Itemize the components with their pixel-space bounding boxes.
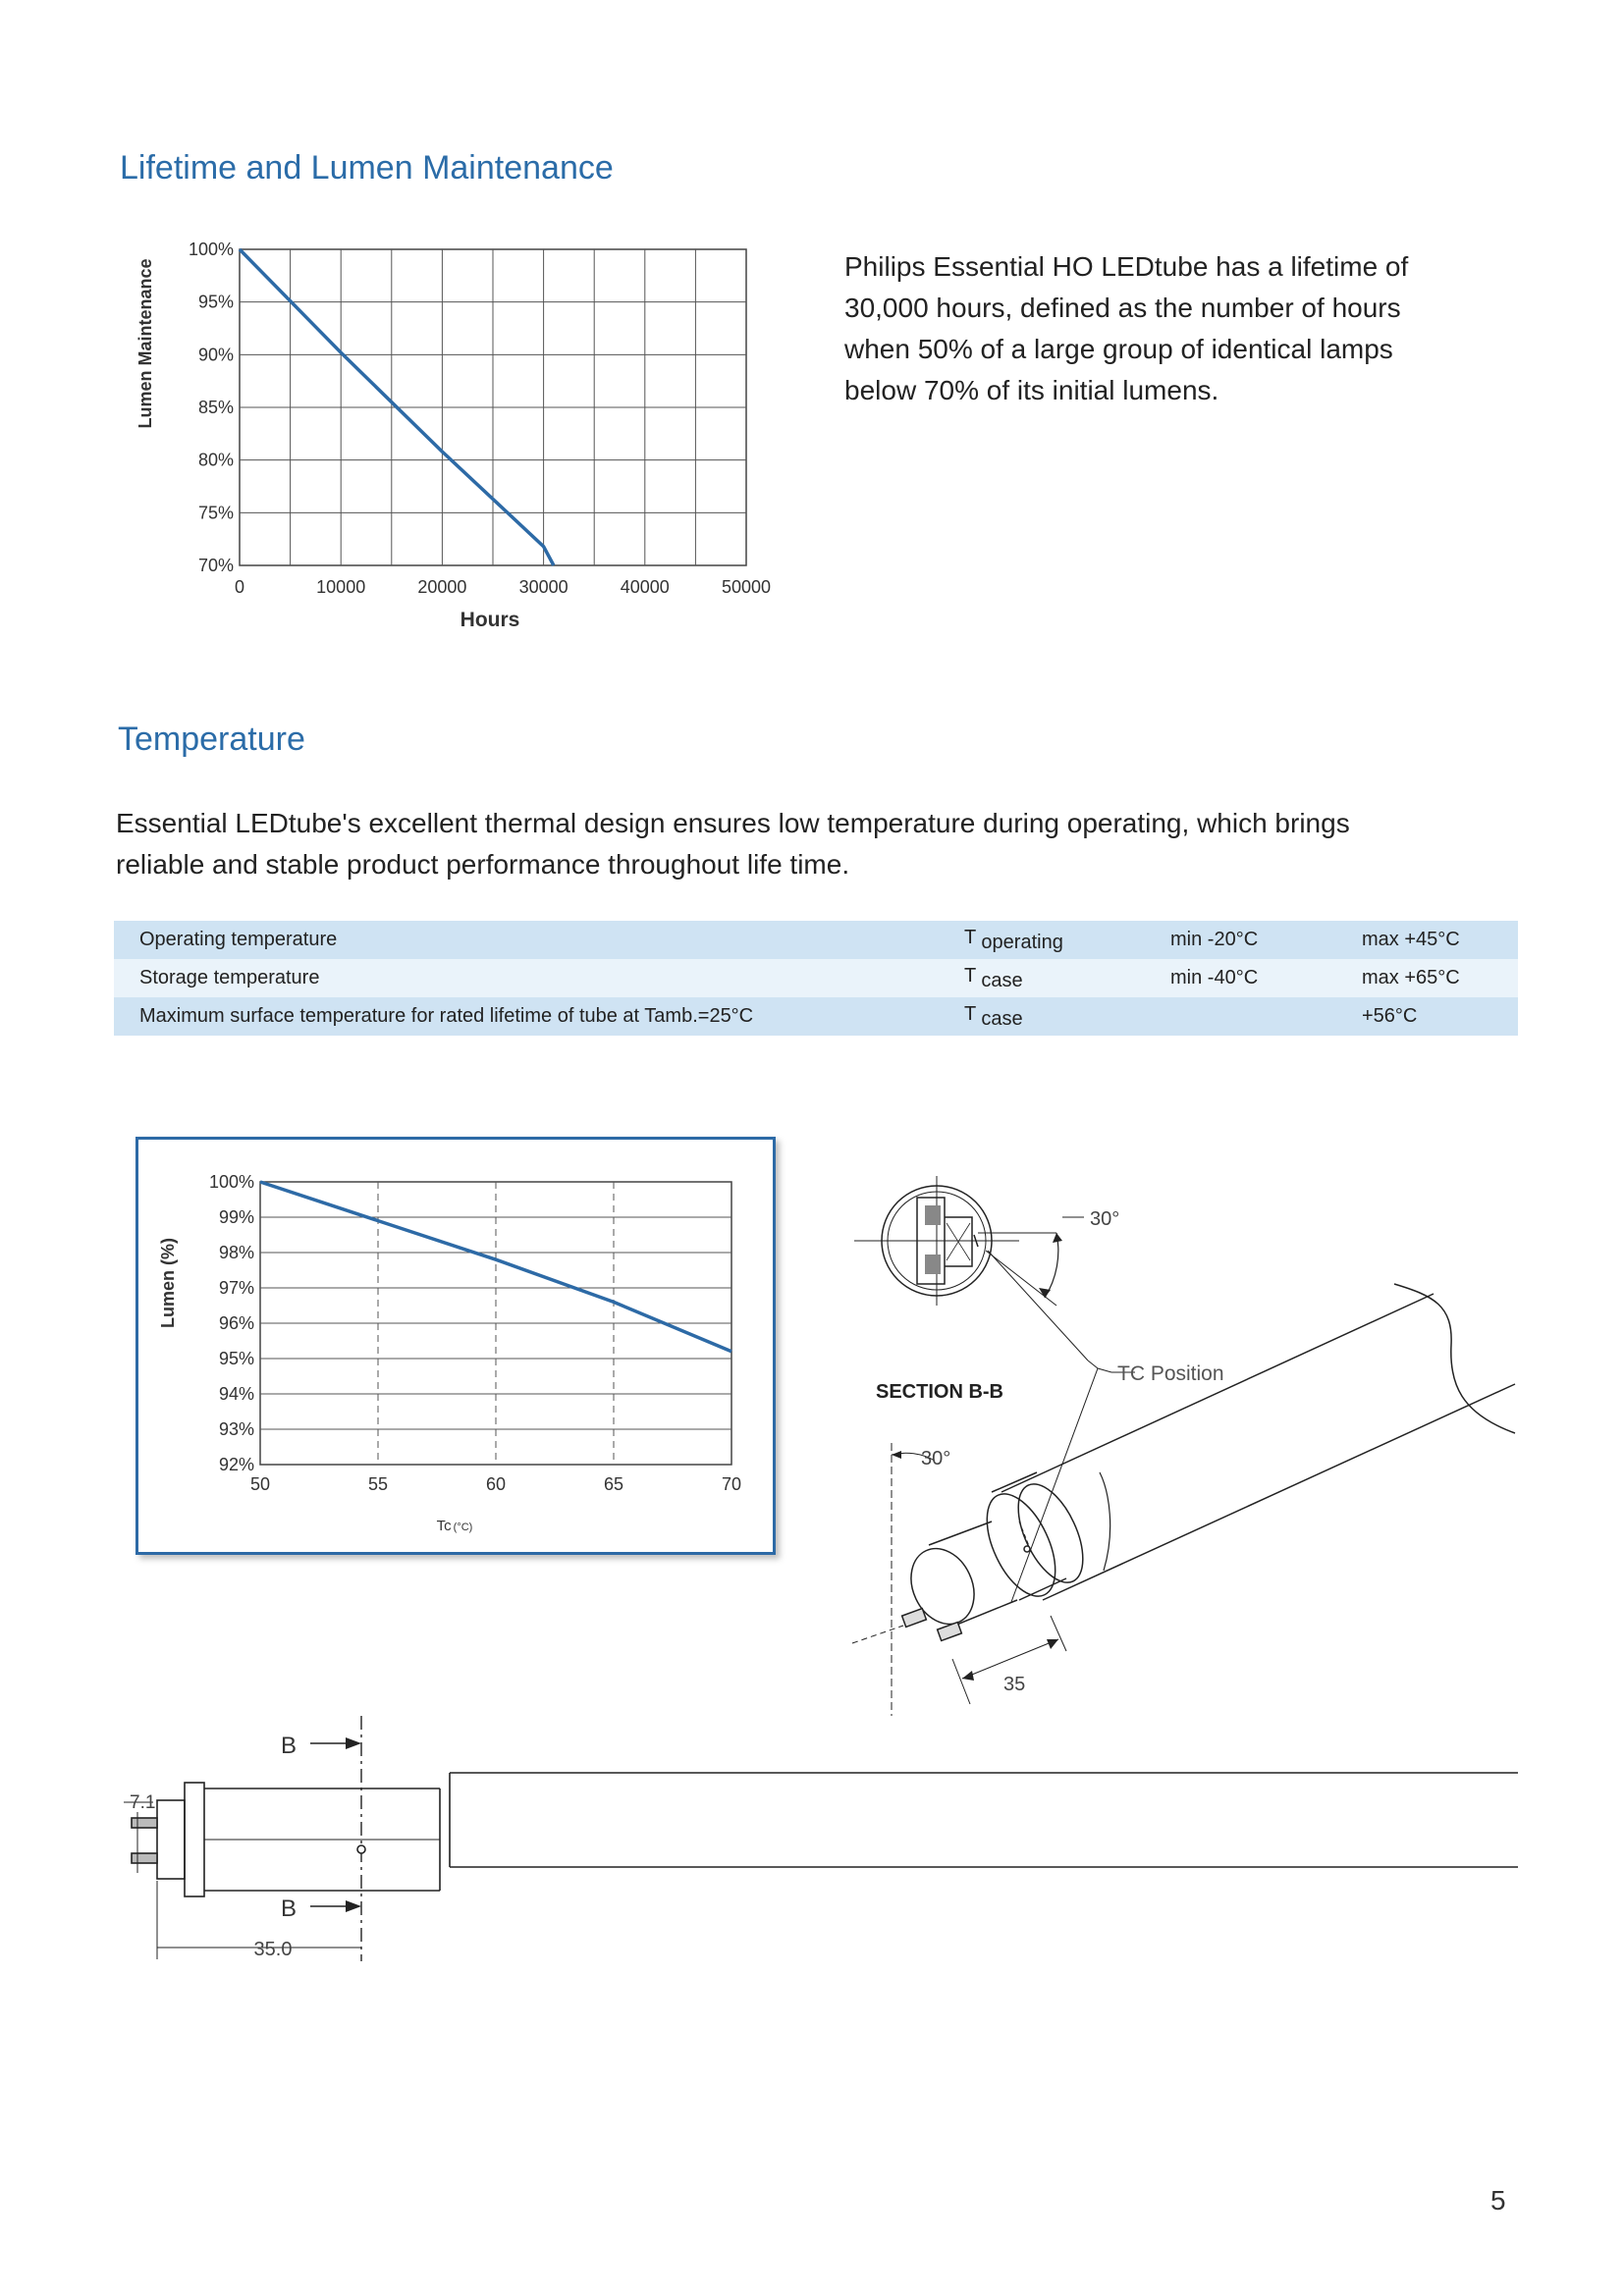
lifetime-heading: Lifetime and Lumen Maintenance bbox=[120, 149, 614, 187]
chart1-y-tick-label: 90% bbox=[197, 345, 234, 365]
row-symbol bbox=[964, 997, 1170, 1036]
chart2-y-tick-label: 92% bbox=[218, 1455, 254, 1474]
table-row bbox=[114, 997, 1518, 1036]
chart1-x-tick-label: 30000 bbox=[518, 577, 568, 597]
temperature-paragraph bbox=[116, 803, 1530, 885]
chart1-x-tick-label: 50000 bbox=[721, 577, 772, 597]
temperature-paragraph-line: reliable and stable product performance throughout life time. bbox=[116, 849, 850, 880]
tc-position-label: TC Position bbox=[1117, 1362, 1224, 1385]
row-label: Maximum surface temperature for rated lifetime of tube at Tamb.=25°C bbox=[139, 1005, 754, 1027]
row-label: Operating temperature bbox=[139, 929, 338, 950]
chart2-y-tick-label: 98% bbox=[218, 1243, 254, 1262]
chart2-y-tick-label: 94% bbox=[218, 1384, 254, 1404]
chart1-y-tick-label: 95% bbox=[197, 292, 234, 312]
tube-side-view-drawing bbox=[118, 1708, 1532, 1973]
lifetime-paragraph bbox=[844, 246, 1512, 411]
chart1-y-tick-label: 100% bbox=[188, 240, 234, 259]
chart1-grid bbox=[240, 249, 746, 565]
row-min: min -40°C bbox=[1170, 967, 1259, 988]
tube-technical-drawing bbox=[844, 1148, 1532, 1718]
row-max: max +45°C bbox=[1362, 929, 1460, 950]
chart2-x-tick-label: 60 bbox=[485, 1474, 507, 1494]
row-min: min -20°C bbox=[1170, 929, 1259, 950]
chart2-y-axis-label: Lumen (%) bbox=[158, 1238, 178, 1328]
chart2-y-tick-label: 96% bbox=[218, 1313, 254, 1333]
chart1-x-tick-label: 10000 bbox=[316, 577, 366, 597]
section-marker-top: B bbox=[281, 1733, 298, 1759]
chart2-y-tick-label: 93% bbox=[218, 1419, 254, 1439]
temperature-paragraph-line: Essential LEDtube's excellent thermal design ensures low temperature during operating, which brings bbox=[116, 808, 1350, 838]
tube-3d-view bbox=[852, 1284, 1515, 1643]
chart1-x-tick-label: 20000 bbox=[417, 577, 467, 597]
chart2-y-tick-label: 99% bbox=[218, 1207, 254, 1227]
section-bb-label: SECTION B-B bbox=[876, 1381, 1003, 1403]
chart2-y-tick-label: 95% bbox=[218, 1349, 254, 1368]
chart1-x-tick-label: 40000 bbox=[620, 577, 670, 597]
chart1-y-ticks bbox=[189, 240, 234, 575]
lifetime-paragraph-line: when 50% of a large group of identical lamps bbox=[844, 334, 1393, 364]
symbol-letter: T bbox=[964, 1002, 976, 1025]
angle-label-side: 30° bbox=[921, 1448, 951, 1469]
table-row bbox=[114, 921, 1518, 959]
chart1-y-tick-label: 85% bbox=[197, 398, 234, 417]
chart2-y-tick-label: 97% bbox=[218, 1278, 254, 1298]
section-marker-bottom: B bbox=[281, 1896, 298, 1922]
row-label: Storage temperature bbox=[139, 967, 320, 988]
length-dimension-label: 35.0 bbox=[253, 1939, 293, 1960]
chart2-y-ticks bbox=[209, 1172, 254, 1474]
chart1-y-tick-label: 75% bbox=[197, 503, 234, 523]
row-max: max +65°C bbox=[1362, 967, 1460, 988]
chart1-y-axis-label: Lumen Maintenance bbox=[135, 258, 155, 429]
symbol-letter: T bbox=[964, 926, 976, 948]
chart1-x-ticks bbox=[235, 577, 771, 597]
chart1-y-tick-label: 70% bbox=[197, 556, 234, 575]
lumen-vs-temperature-chart bbox=[138, 1140, 773, 1552]
row-max: +56°C bbox=[1362, 1005, 1418, 1027]
chart2-x-tick-label: 55 bbox=[367, 1474, 389, 1494]
chart2-y-tick-label: 100% bbox=[208, 1172, 254, 1192]
chart2-x-tick-label: 65 bbox=[603, 1474, 624, 1494]
lifetime-paragraph-line: Philips Essential HO LEDtube has a lifetime of bbox=[844, 251, 1409, 282]
chart1-x-tick-label: 0 bbox=[234, 577, 245, 597]
lumen-maintenance-chart bbox=[118, 226, 805, 648]
lifetime-paragraph-line: below 70% of its initial lumens. bbox=[844, 375, 1219, 405]
chart2-x-axis-label bbox=[437, 1518, 473, 1534]
lumen-vs-temperature-chart-frame bbox=[135, 1137, 776, 1555]
chart2-x-tick-label: 70 bbox=[721, 1474, 742, 1494]
chart1-x-axis-label: Hours bbox=[460, 609, 520, 631]
row-symbol bbox=[964, 921, 1170, 959]
section-bb-view bbox=[854, 1176, 1019, 1306]
symbol-subscript: case bbox=[981, 1007, 1023, 1030]
symbol-subscript: operating bbox=[981, 931, 1063, 953]
row-symbol bbox=[964, 959, 1170, 997]
pin-dimension-label: 7.1 bbox=[130, 1792, 156, 1813]
chart2-x-label-main: Tc bbox=[436, 1518, 452, 1534]
chart2-x-tick-label: 50 bbox=[249, 1474, 271, 1494]
symbol-letter: T bbox=[964, 964, 976, 987]
dimension-35-label: 35 bbox=[1003, 1674, 1026, 1695]
row-min bbox=[1170, 997, 1362, 1036]
chart2-x-label-sub: (°C) bbox=[453, 1522, 473, 1533]
temperature-heading: Temperature bbox=[118, 721, 305, 758]
chart1-y-tick-label: 80% bbox=[197, 450, 234, 470]
angle-label-top: 30° bbox=[1090, 1208, 1120, 1230]
page-number: 5 bbox=[1490, 2185, 1506, 2216]
symbol-subscript: case bbox=[981, 969, 1023, 991]
table-row bbox=[114, 959, 1518, 997]
lifetime-paragraph-line: 30,000 hours, defined as the number of hours bbox=[844, 293, 1401, 323]
temperature-table bbox=[114, 921, 1518, 1036]
chart2-x-ticks bbox=[250, 1474, 741, 1494]
